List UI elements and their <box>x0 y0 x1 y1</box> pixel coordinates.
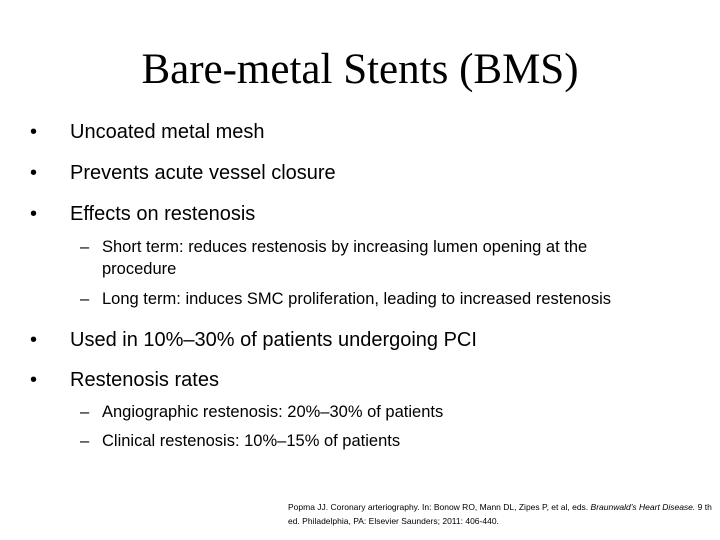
bullet-marker: • <box>30 203 38 225</box>
bullet-text: Uncoated metal mesh <box>70 121 265 143</box>
sub-bullet-marker: – <box>80 432 90 450</box>
bullet-text: Effects on restenosis <box>70 203 256 225</box>
bullet-text: Used in 10%–30% of patients undergoing PCI <box>70 329 477 351</box>
citation-text: Popma JJ. Coronary arteriography. In: Bonow RO, Mann DL, Zipes P, et al, eds. <box>288 502 591 512</box>
bullet-marker: • <box>30 369 38 391</box>
bullet-marker: • <box>30 329 38 351</box>
sub-bullet-marker: – <box>80 238 90 256</box>
sub-bullet-text: Long term: induces SMC proliferation, leading to increased restenosis <box>102 290 612 308</box>
sub-bullet-text: Short term: reduces restenosis by increasing lumen opening at the procedure <box>102 238 588 278</box>
citation-book-title: Braunwald’s Heart Disease. <box>590 502 696 512</box>
citation <box>288 500 718 528</box>
citation-publisher: 9 th ed. Philadelphia, PA: Elsevier Saunders; 2011: 406-440. <box>288 502 712 526</box>
bullet-text: Restenosis rates <box>70 369 219 391</box>
sub-bullet-marker: – <box>80 290 90 308</box>
slide-title: Bare-metal Stents (BMS) <box>141 46 579 93</box>
bullet-marker: • <box>30 121 38 143</box>
bullet-text: Prevents acute vessel closure <box>70 162 336 184</box>
sub-bullet-text: Clinical restenosis: 10%–15% of patients <box>102 432 401 450</box>
sub-bullet-marker: – <box>80 403 90 421</box>
bullet-marker: • <box>30 162 38 184</box>
sub-bullet-text: Angiographic restenosis: 20%–30% of patients <box>102 403 444 421</box>
